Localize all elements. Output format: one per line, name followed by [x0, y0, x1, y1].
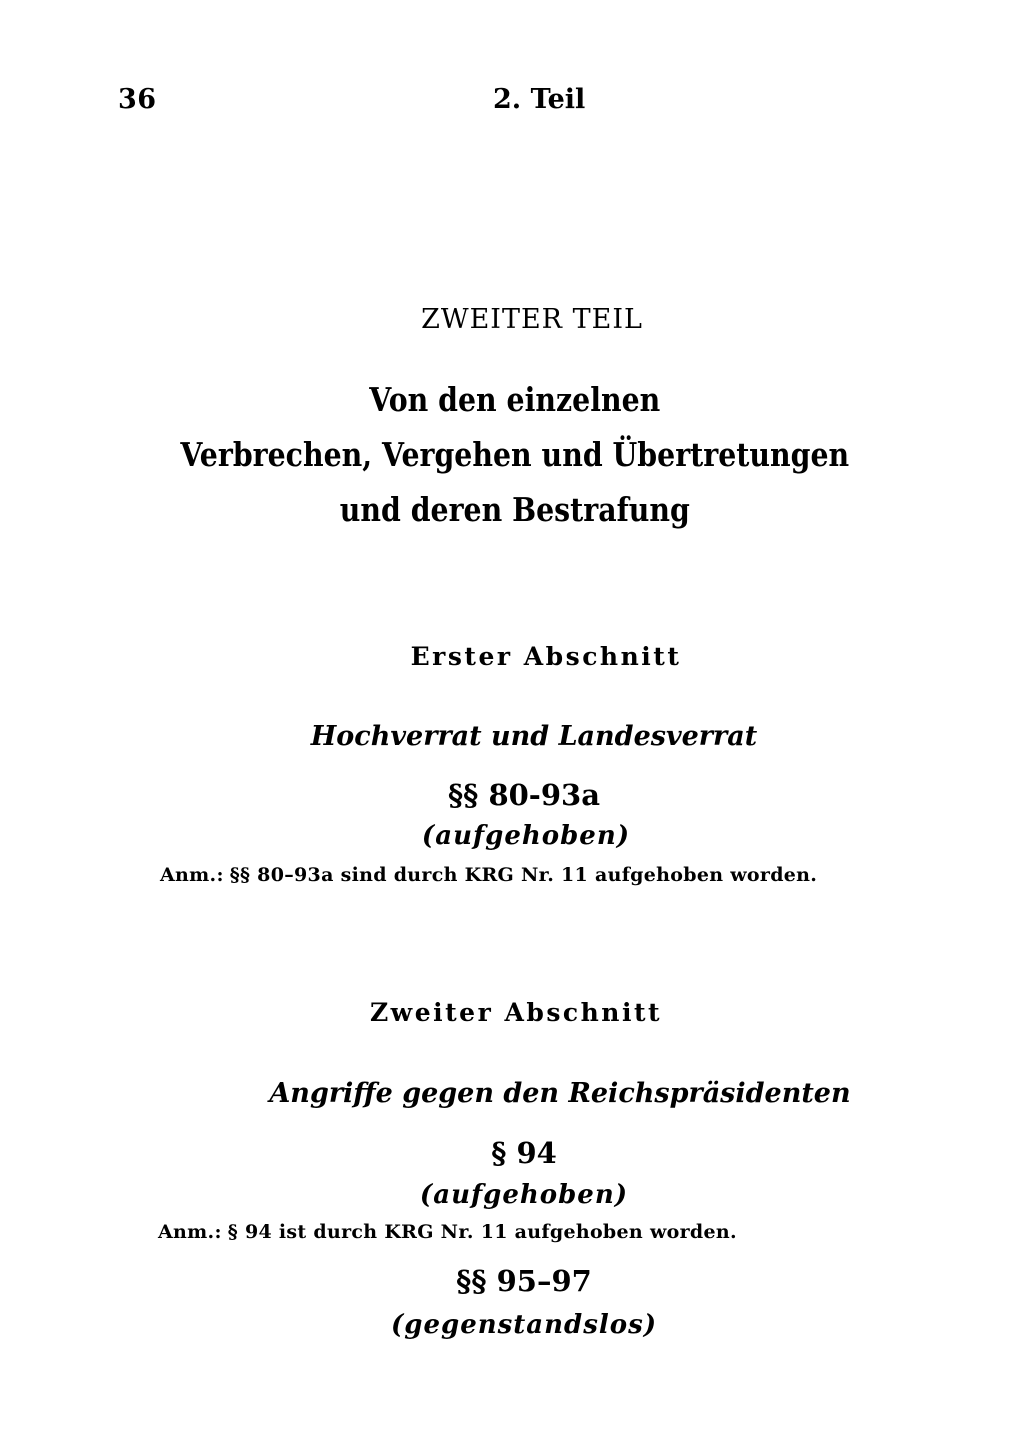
- annotation-text-2: § 94 ist durch KRG Nr. 11 aufgehoben worden.: [227, 1221, 737, 1243]
- paragraph-range-3: §§ 95–97: [456, 1264, 592, 1298]
- annotation-text-1: §§ 80–93a sind durch KRG Nr. 11 aufgehoben worden.: [229, 864, 818, 886]
- annotation-note-2: [158, 1221, 737, 1243]
- annotation-label-1: Anm.:: [160, 864, 224, 886]
- page-number: 36: [118, 84, 157, 115]
- paragraph-range-2: § 94: [491, 1136, 557, 1170]
- status-3: (gegenstandslos): [390, 1310, 658, 1340]
- paragraph-range-1: §§ 80-93a: [448, 778, 600, 812]
- annotation-note-1: [160, 864, 817, 886]
- part-title-line-1: Von den einzelnen: [369, 380, 661, 419]
- section-subtitle-1: Hochverrat und Landesverrat: [310, 721, 758, 752]
- status-1: (aufgehoben): [421, 821, 631, 851]
- running-title: 2. Teil: [493, 84, 586, 115]
- part-label: ZWEITER TEIL: [421, 304, 643, 335]
- section-heading-2: Zweiter Abschnitt: [369, 998, 663, 1027]
- part-title-line-3: und deren Bestrafung: [339, 490, 690, 529]
- section-subtitle-2: Angriffe gegen den Reichspräsidenten: [269, 1078, 851, 1109]
- section-heading-1: Erster Abschnitt: [410, 642, 682, 671]
- part-title-line-2: Verbrechen, Vergehen und Übertretungen: [180, 435, 850, 474]
- status-2: (aufgehoben): [419, 1180, 629, 1210]
- annotation-label-2: Anm.:: [158, 1221, 222, 1243]
